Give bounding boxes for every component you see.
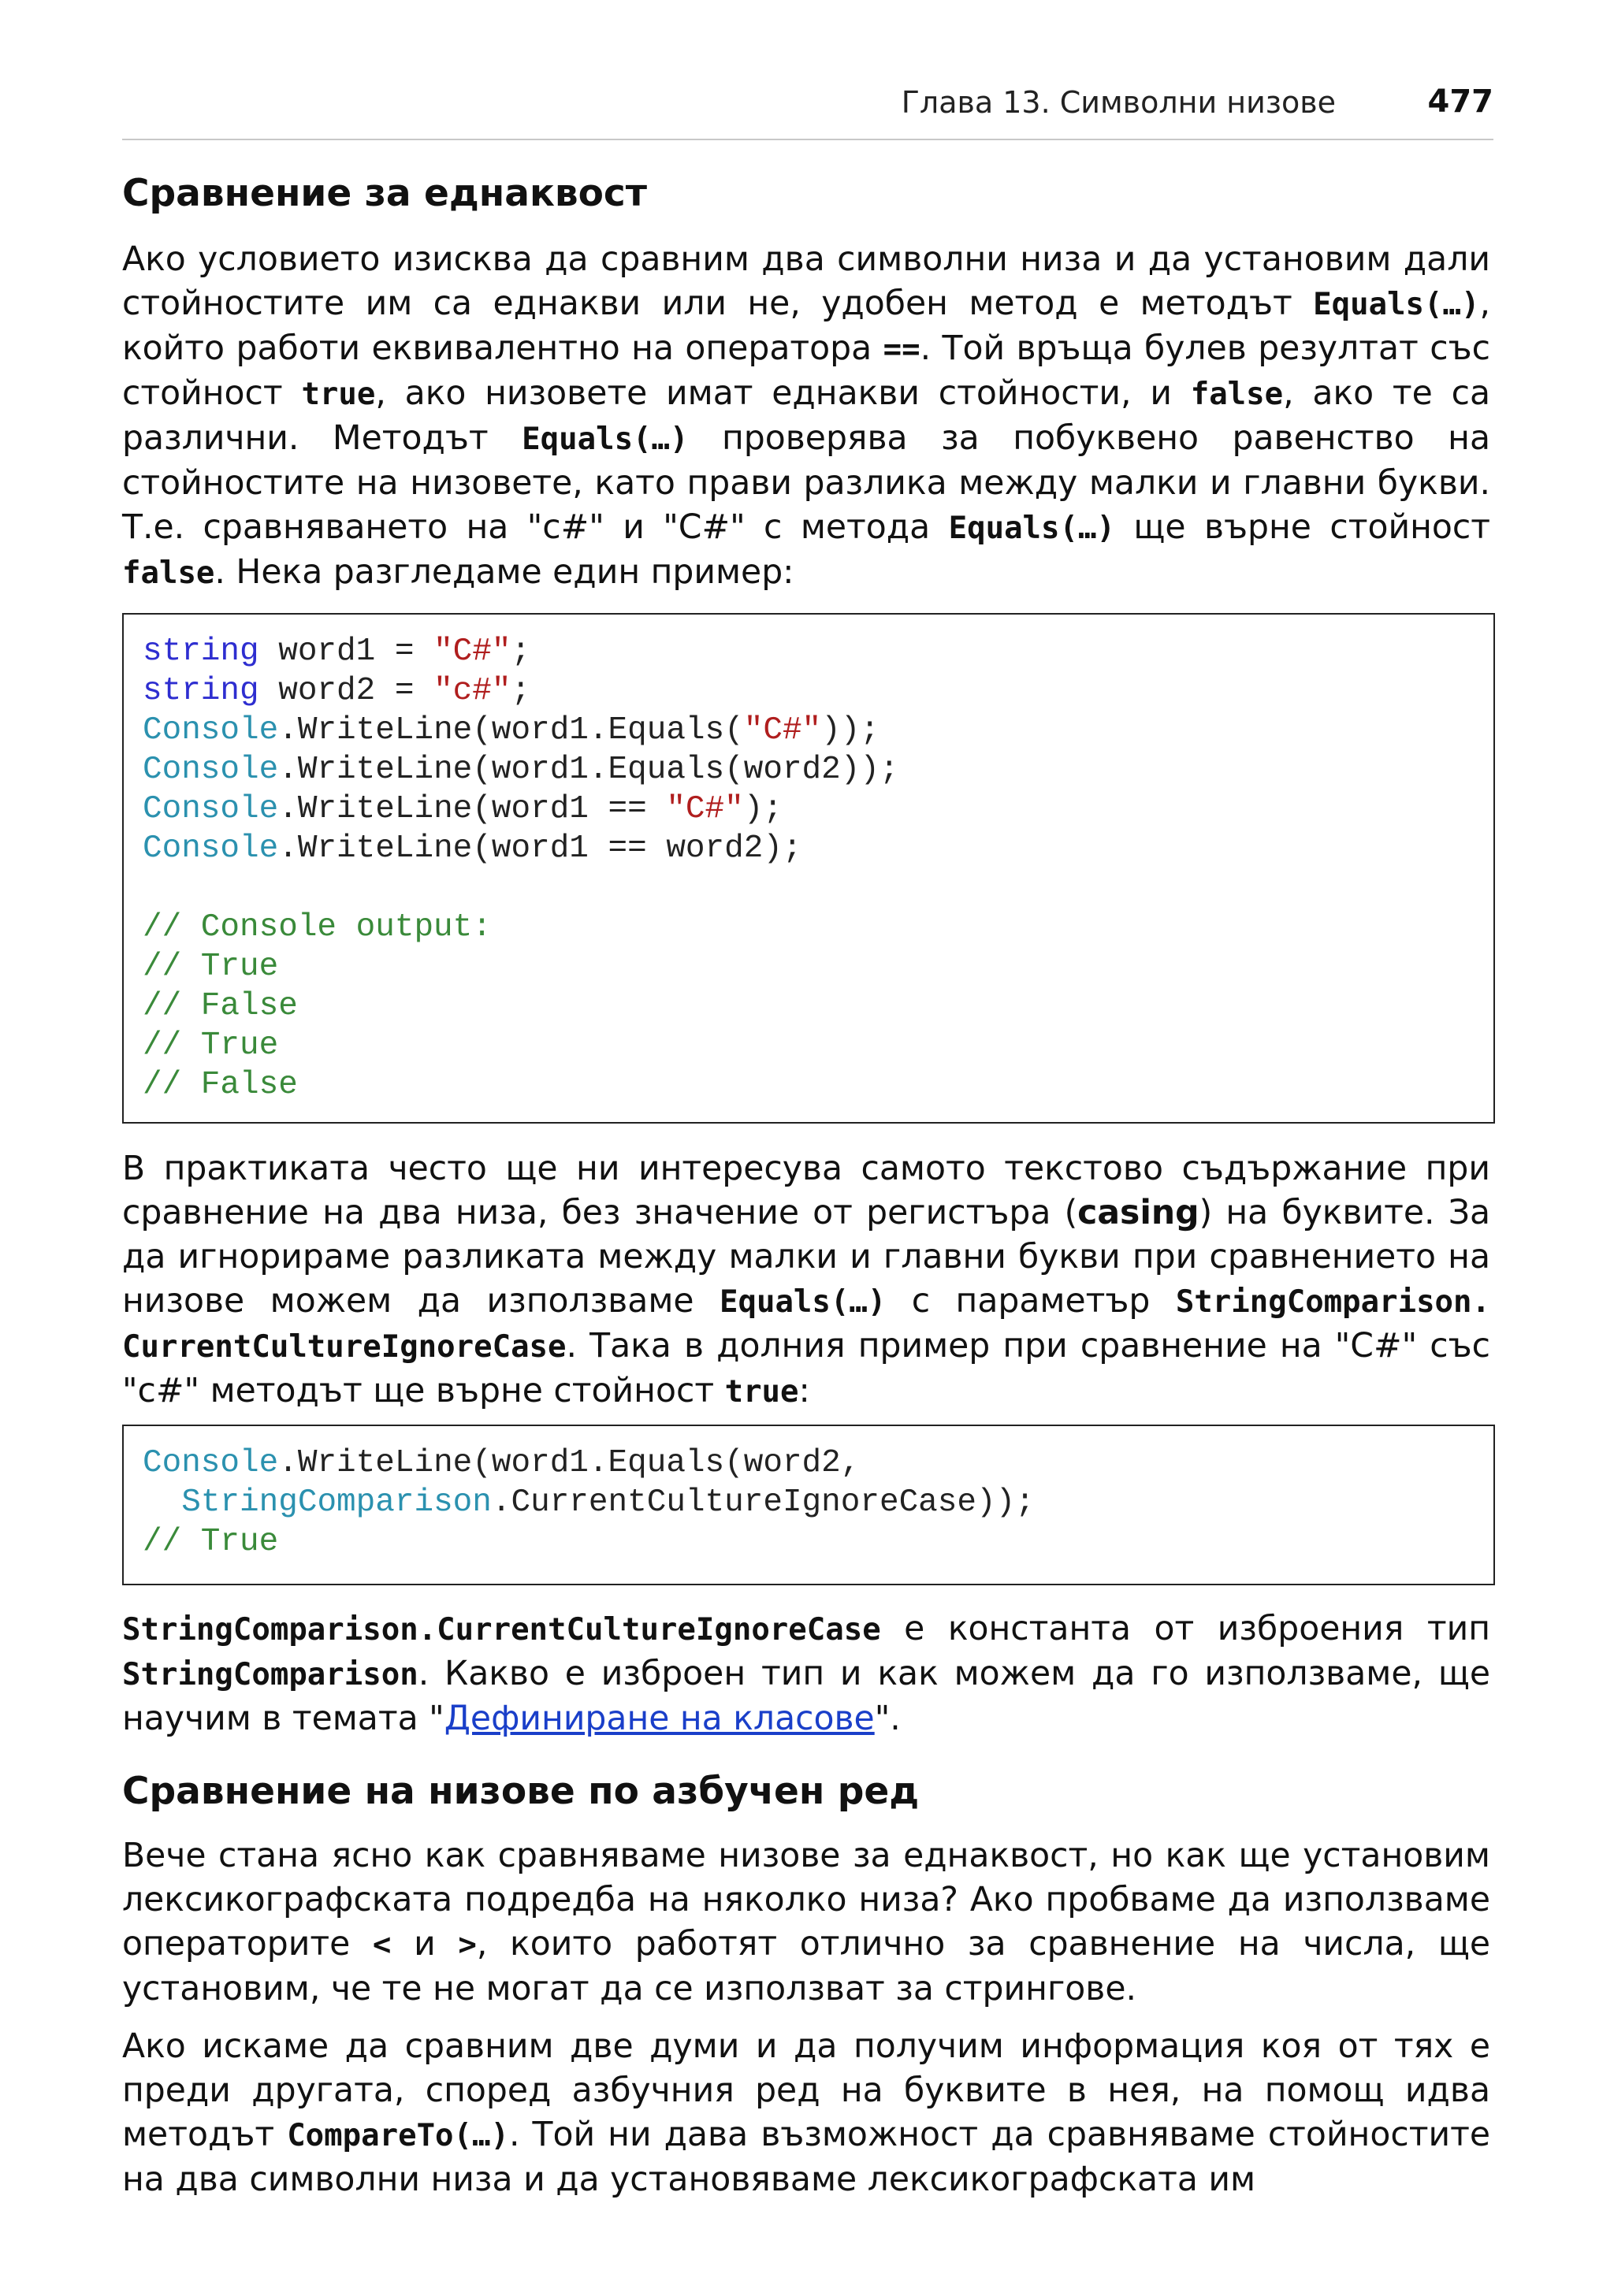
code-line: Console.WriteLine(word1.Equals("C#")); <box>143 712 880 749</box>
page-header <box>122 80 1493 140</box>
paragraph-ignore-case: В практиката често ще ни интересува самото текстово съдържание при сравнение на два низа, без значение от регистъра (casing) на буквите. За да игнорираме разликата между малки и главни букви при сравнението на низове можем да използваме Equals(…) с параметър StringComparison. CurrentCultureIgnoreCase. Така в долния пример при сравнение на "C#" със "c#" методът ще върне стойност true: <box>122 1150 1490 1410</box>
page-number: 477 <box>1427 84 1493 120</box>
paragraph-lexicographic: Вече стана ясно как сравняваме низове за еднаквост, но как ще установим лексикографската подредба на няколко низа? Ако пробваме да използваме операторите < и >, които работят отлично за сравнение на числа, ще установим, че те не могат да се използват за стрингове. <box>122 1837 1490 2008</box>
code-line: Console.WriteLine(word1 == "C#"); <box>143 791 783 827</box>
code-block-equals-example <box>122 613 1495 1124</box>
paragraph-compareto: Ако искаме да сравним две думи и да получим информация коя от тях е преди другата, според азбучния ред на буквите в нея, на помощ идва методът CompareTo(…). Той ни дава възможност да сравняваме стойностите на два символни низа и да установяваме лексикографската им <box>122 2027 1490 2199</box>
section-heading-alphabetical: Сравнение на низове по азбучен ред <box>122 1770 920 1813</box>
code-comment: // False <box>143 1067 298 1103</box>
code-comment: // True <box>143 949 279 985</box>
chapter-title: Глава 13. Символни низове <box>901 85 1336 120</box>
code-line: Console.WriteLine(word1 == word2); <box>143 830 802 867</box>
link-defining-classes[interactable]: Дефиниране на класове <box>444 1700 875 1738</box>
paragraph-equality-intro: Ако условието изисква да сравним два символни низа и да установим дали стойностите им са еднакви или не, удобен метод е методът Equals(…), който работи еквивалентно на оператора ==. Той връща булев резултат със стойност true, ако низовете имат еднакви стойности, и false, ако те са различни. Методът Equals(…) проверява за побуквено равенство на стойностите на низовете, като прави разлика между малки и главни букви. Т.е. сравняването на "c#" и "C#" с метода Equals(…) ще върне стойност false. Нека разгледаме един пример: <box>122 240 1490 592</box>
code-comment: // False <box>143 988 298 1024</box>
code-block-ignore-case-example <box>122 1425 1495 1585</box>
code-comment: // True <box>143 1027 279 1064</box>
code-blank-line <box>143 868 1475 908</box>
code-line: Console.WriteLine(word1.Equals(word2, <box>143 1445 861 1481</box>
code-comment: // Console output: <box>143 909 492 946</box>
code-line: string word2 = "c#"; <box>143 673 531 709</box>
section-heading-equality: Сравнение за еднаквост <box>122 172 648 215</box>
code-line: Console.WriteLine(word1.Equals(word2)); <box>143 752 899 788</box>
code-comment: // True <box>143 1524 279 1560</box>
code-line: string word1 = "C#"; <box>143 633 531 670</box>
code-line: StringComparison.CurrentCultureIgnoreCase)); <box>181 1484 1035 1521</box>
paragraph-enum-note: StringComparison.CurrentCultureIgnoreCase е константа от изброения тип StringComparison. Какво е изброен тип и как можем да го използваме, ще научим в темата "Дефиниране на класове". <box>122 1610 1490 1738</box>
